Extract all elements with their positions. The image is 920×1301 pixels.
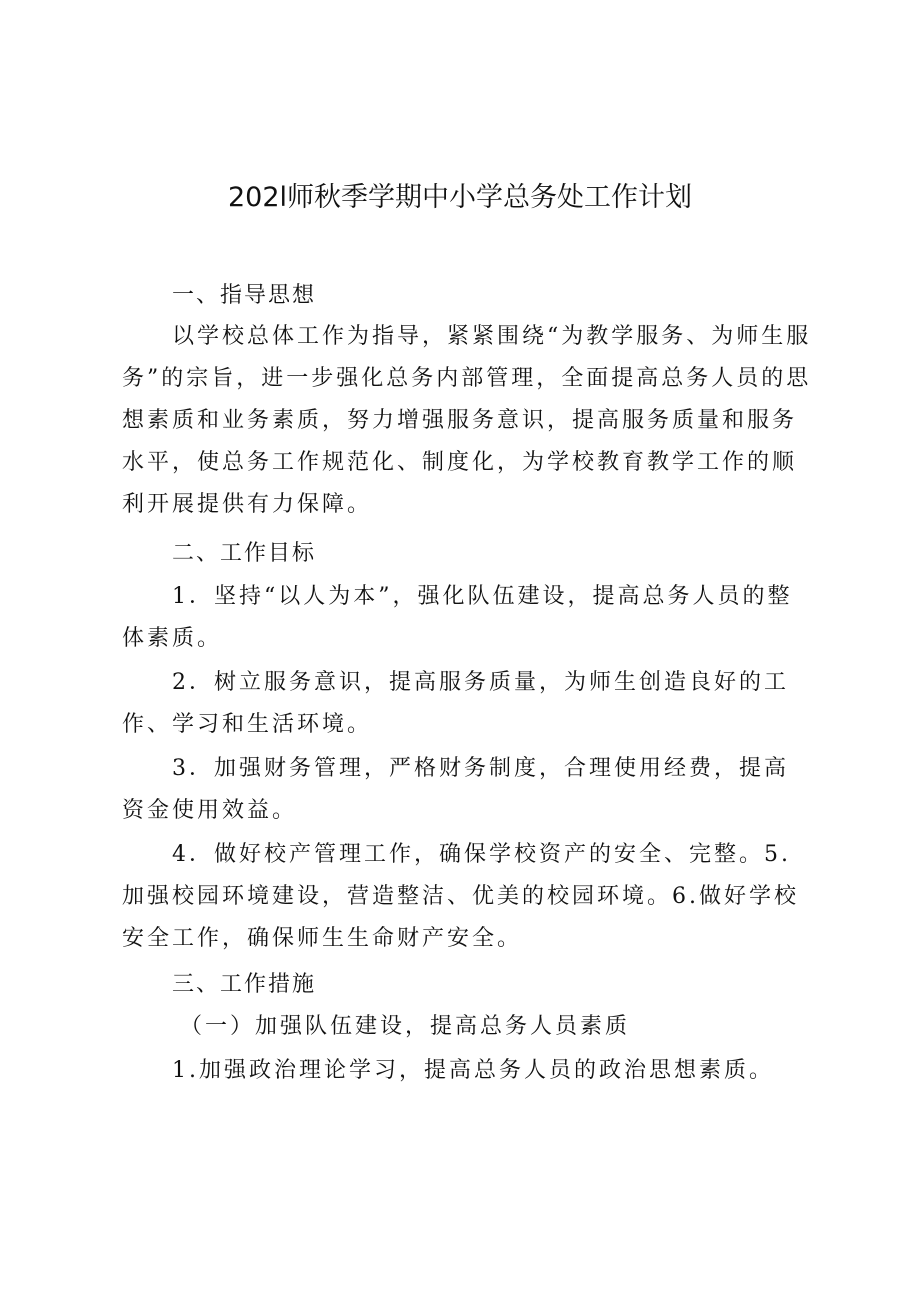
goal-item-4: 4．做好校产管理工作，确保学校资产的安全、完整。5.加强校园环境建设，营造整洁、优美的校园环境。6.做好学校安全工作，确保师生生命财产安全。 [122,842,799,951]
goal-item-1: 1．坚持“以人为本”，强化队伍建设，提高总务人员的整体素质。 [122,584,793,651]
section-heading-goals: 二、工作目标 [172,541,317,566]
section-heading-measures: 三、工作措施 [172,972,317,997]
section-heading-guiding: 一、指导思想 [172,283,317,308]
document-title: 202l师秋季学期中小学总务处工作计划 [227,182,693,213]
measures-subheading: （一）加强队伍建设，提高总务人员素质 [180,1014,631,1039]
goal-item-3: 3．加强财务管理，严格财务制度，合理使用经费，提高资金使用效益。 [122,756,789,823]
goal-item-2: 2．树立服务意识，提高服务质量，为师生创造良好的工作、学习和生活环境。 [122,670,789,737]
guiding-paragraph: 以学校总体工作为指导，紧紧围绕“为教学服务、为师生服务”的宗旨，进一步强化总务内部管理，全面提高总务人员的思想素质和业务素质，努力增强服务意识，提高服务质量和服务水平，使总务工作规范化、制度化，为学校教育教学工作的顺利开展提供有力保障。 [122,324,812,517]
measures-item-1: 1.加强政治理论学习，提高总务人员的政治思想素质。 [172,1058,774,1083]
